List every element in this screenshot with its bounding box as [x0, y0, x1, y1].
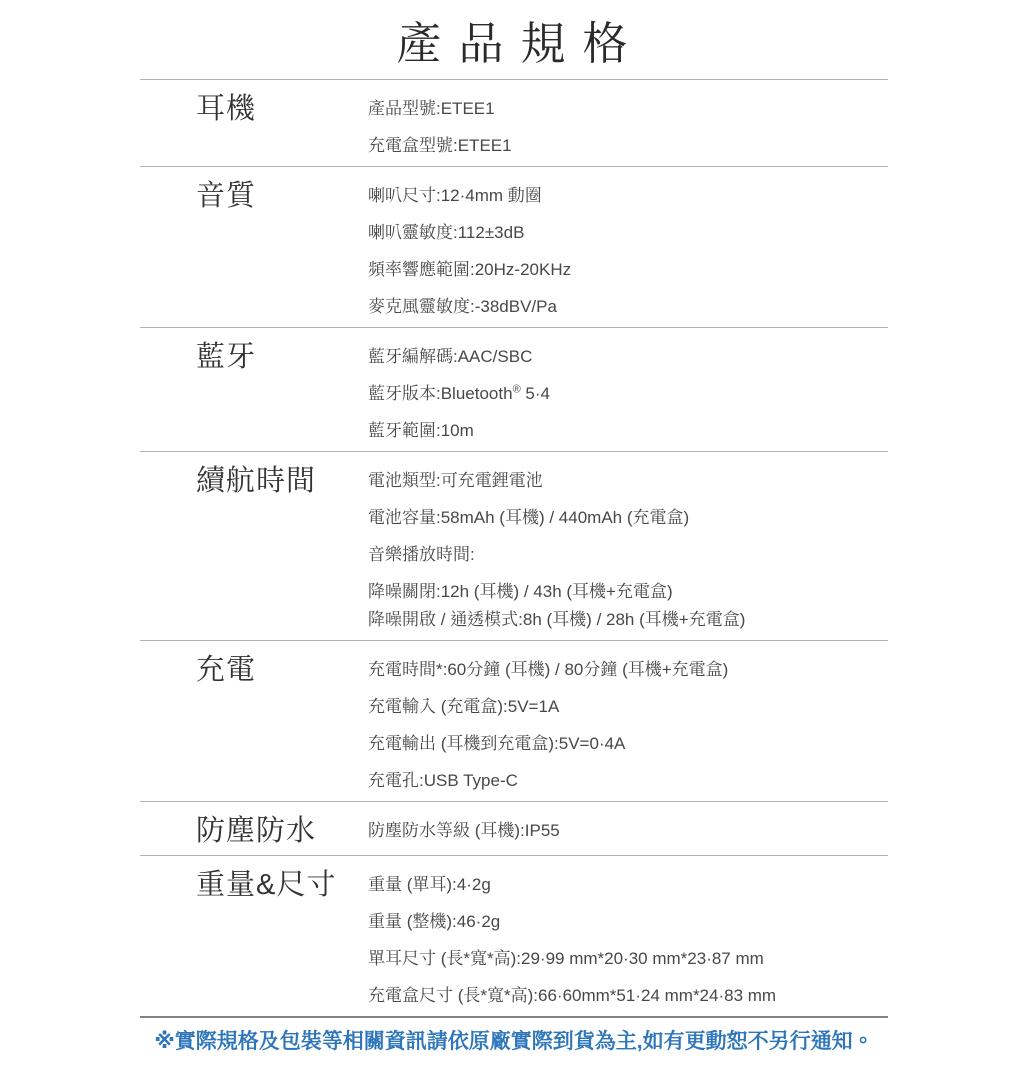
spec-section	[140, 640, 888, 801]
spec-category-label: 充電	[196, 654, 257, 686]
spec-section	[140, 451, 888, 640]
spec-line: 重量 (整機):46·2g	[368, 912, 501, 931]
spec-line: 降噪開啟 / 通透模式:8h (耳機) / 28h (耳機+充電盒)	[368, 610, 746, 629]
spec-values	[368, 179, 888, 319]
page-title: 產品規格	[396, 18, 645, 69]
spec-section	[140, 855, 888, 1016]
spec-section	[140, 327, 888, 451]
spec-line: 充電時間*:60分鐘 (耳機) / 80分鐘 (耳機+充電盒)	[368, 660, 729, 679]
spec-values	[368, 653, 888, 793]
spec-line: 充電輸入 (充電盒):5V=1A	[368, 697, 560, 716]
spec-line: 藍牙範圍:10m	[368, 421, 474, 440]
spec-category-label: 耳機	[196, 93, 257, 125]
spec-line: 充電盒型號:ETEE1	[368, 136, 512, 155]
spec-values	[368, 92, 888, 158]
spec-line: 電池類型:可充電鋰電池	[368, 471, 543, 490]
spec-line: 頻率響應範圍:20Hz-20KHz	[368, 260, 572, 279]
spec-table	[140, 79, 888, 1016]
spec-line: 電池容量:58mAh (耳機) / 440mAh (充電盒)	[368, 508, 690, 527]
spec-line: 充電盒尺寸 (長*寬*高):66·60mm*51·24 mm*24·83 mm	[368, 986, 777, 1005]
spec-section	[140, 166, 888, 327]
registered-trademark-symbol: ®	[512, 383, 521, 396]
spec-values	[368, 868, 888, 1008]
spec-values	[368, 464, 888, 632]
spec-line: 防塵防水等級 (耳機):IP55	[368, 821, 560, 840]
disclaimer-text: ※實際規格及包裝等相關資訊請依原廠實際到貨為主,如有更動恕不另行通知。	[154, 1030, 874, 1053]
spec-values	[368, 340, 888, 443]
spec-line: 藍牙版本:Bluetooth® 5·4	[368, 383, 550, 403]
spec-section	[140, 801, 888, 855]
spec-category-label: 重量&尺寸	[196, 869, 337, 901]
spec-line: 單耳尺寸 (長*寬*高):29·99 mm*20·30 mm*23·87 mm	[368, 949, 764, 968]
spec-category-label: 防塵防水	[196, 815, 317, 847]
spec-section	[140, 79, 888, 166]
spec-line: 音樂播放時間:	[368, 545, 475, 564]
disclaimer-bar	[140, 1016, 888, 1070]
spec-line: 產品型號:ETEE1	[368, 99, 495, 118]
spec-category-label: 藍牙	[196, 341, 257, 373]
spec-line: 喇叭尺寸:12·4mm 動圈	[368, 186, 542, 205]
spec-line: 充電孔:USB Type-C	[368, 771, 518, 790]
spec-values	[368, 814, 888, 847]
spec-line: 降噪關閉:12h (耳機) / 43h (耳機+充電盒)	[368, 582, 673, 601]
spec-line: 重量 (單耳):4·2g	[368, 875, 491, 894]
spec-category-label: 音質	[196, 180, 257, 212]
spec-line: 充電輸出 (耳機到充電盒):5V=0·4A	[368, 734, 626, 753]
spec-category-label: 續航時間	[196, 465, 317, 497]
spec-line: 喇叭靈敏度:112±3dB	[368, 223, 525, 242]
spec-line: 藍牙編解碼:AAC/SBC	[368, 347, 533, 366]
spec-line: 麥克風靈敏度:-38dBV/Pa	[368, 297, 557, 316]
